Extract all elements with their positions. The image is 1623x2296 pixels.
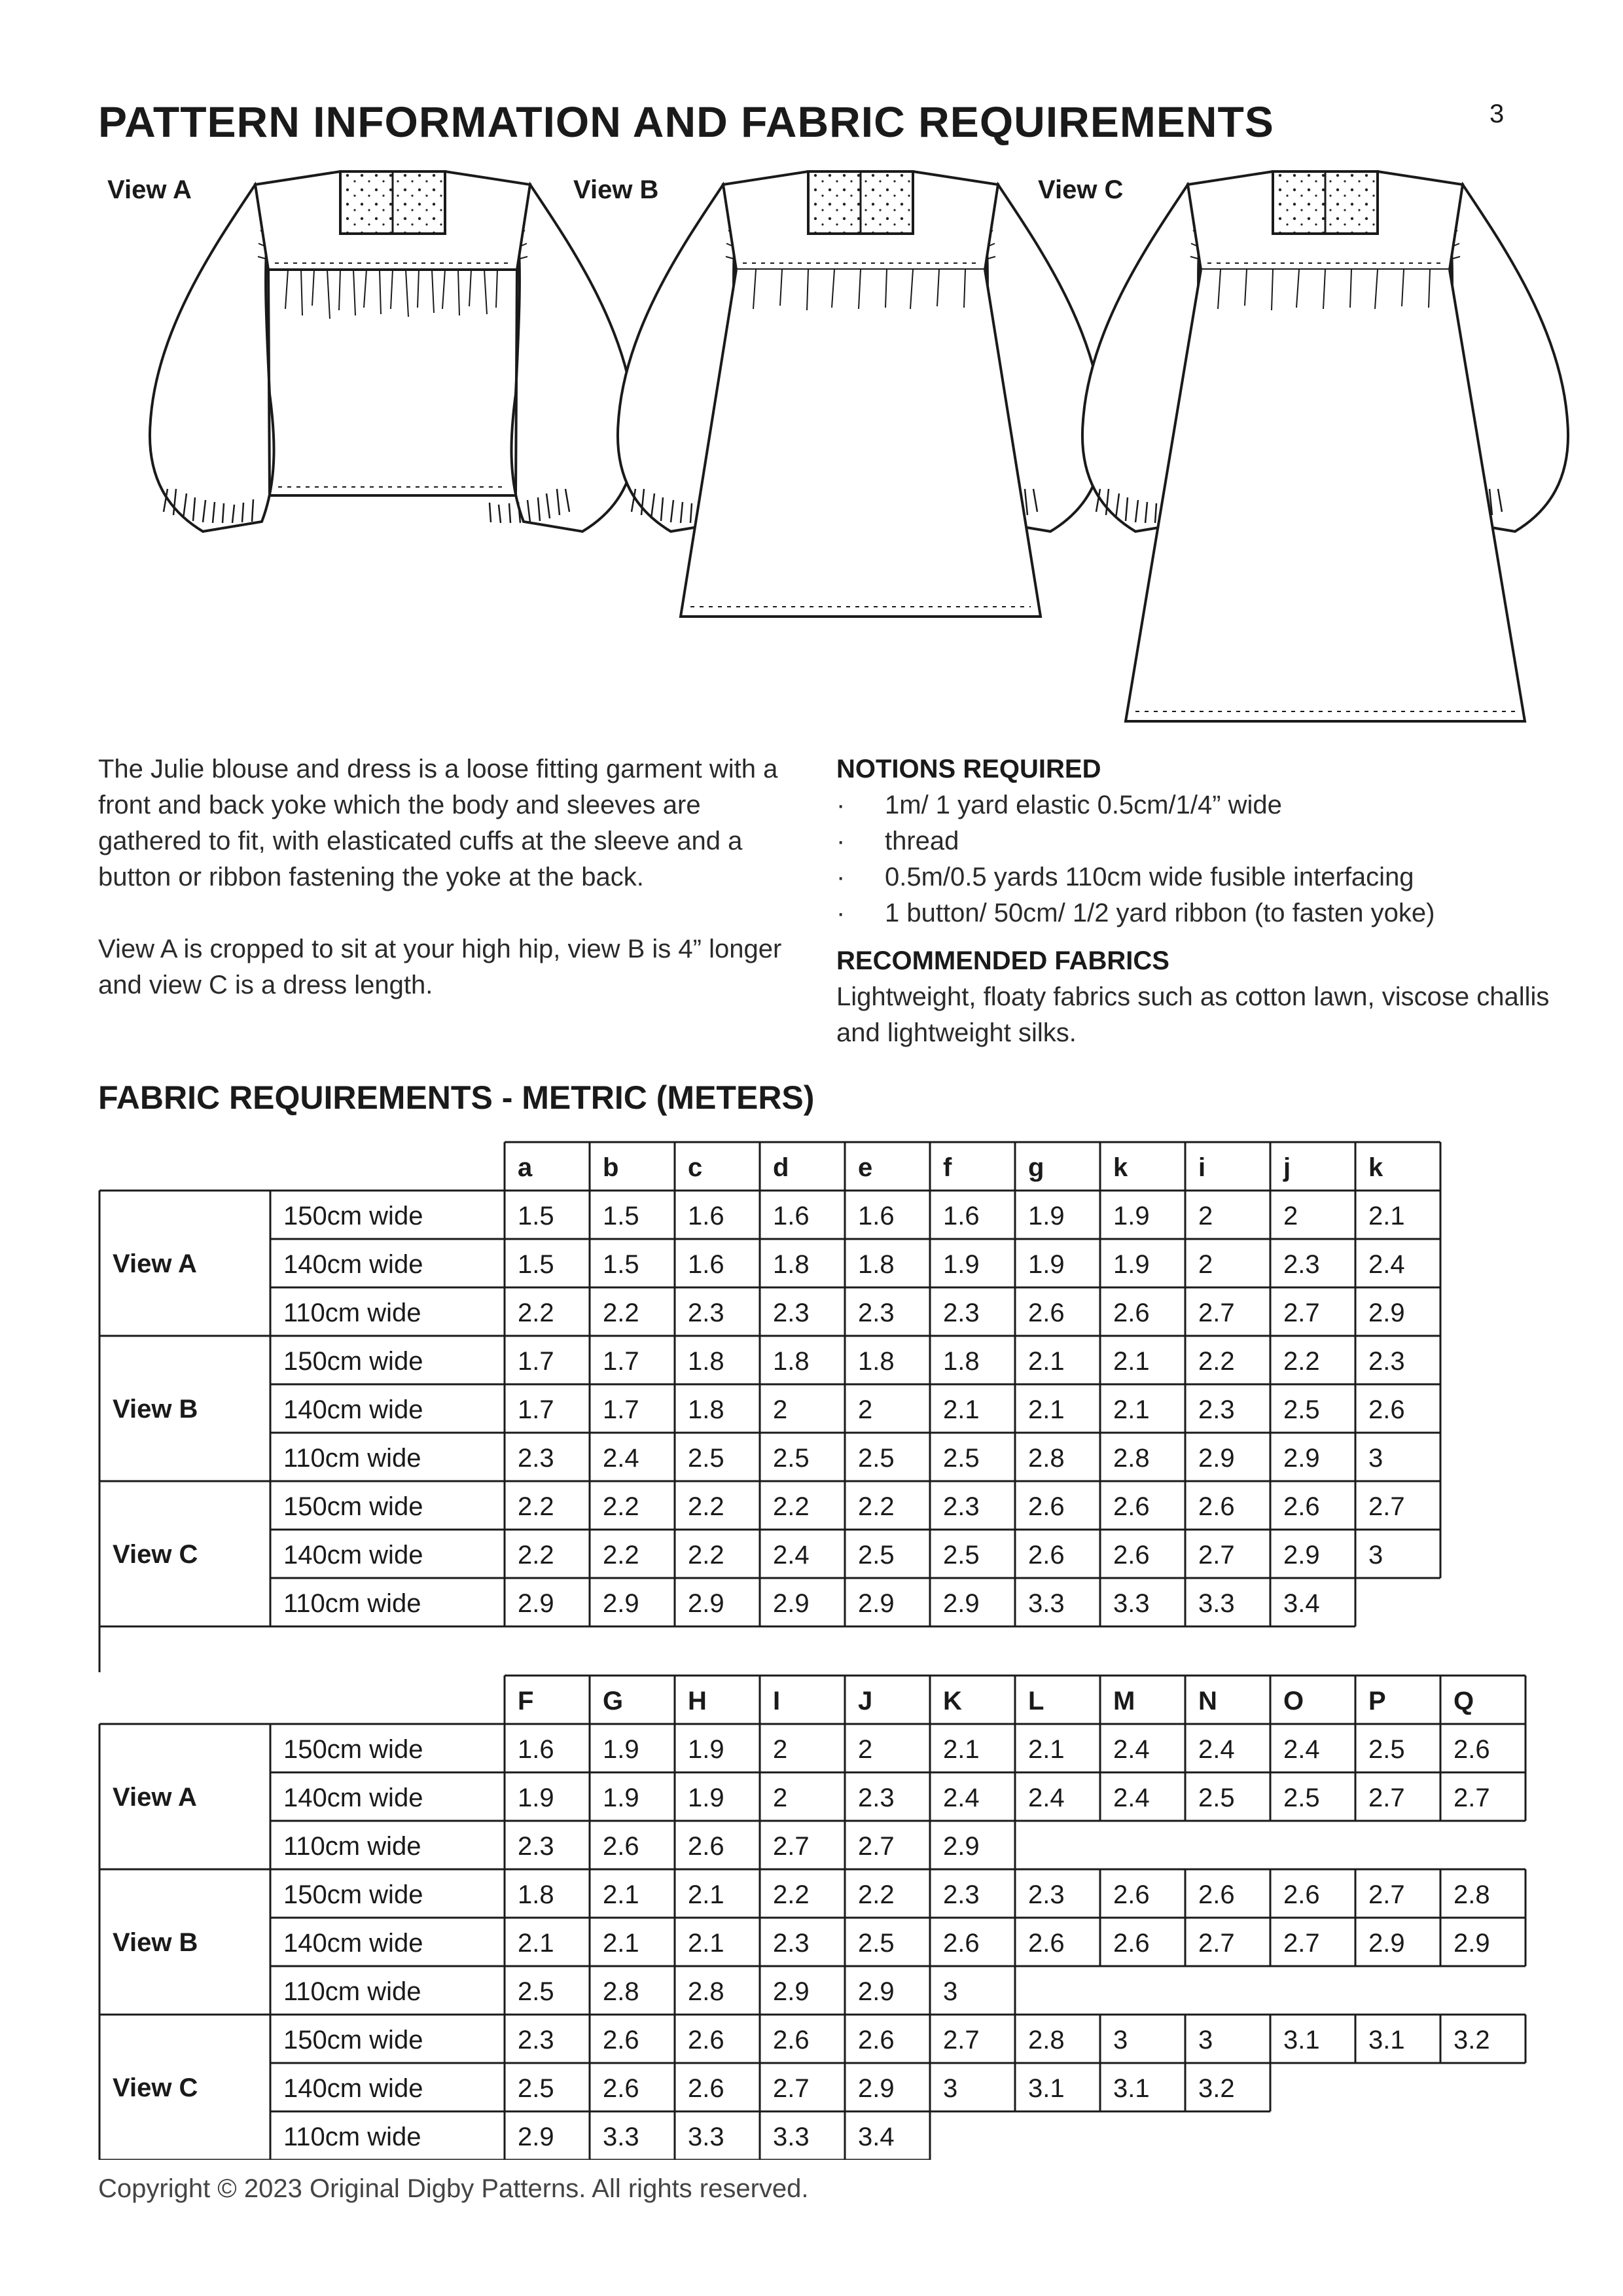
- table-cell: 2.1: [1028, 1347, 1065, 1376]
- table-cell: 2.4: [1368, 1250, 1405, 1279]
- table-cell: 1.8: [858, 1250, 895, 1279]
- size-header: L: [1028, 1687, 1044, 1715]
- table-cell: 2.6: [858, 2026, 895, 2054]
- table-cell: 2.9: [1198, 1444, 1235, 1473]
- table-cell: 2.3: [773, 1299, 810, 1327]
- table-cell: 3: [1368, 1541, 1383, 1570]
- table-cell: 2.7: [1368, 1784, 1405, 1812]
- table-cell: 2.3: [943, 1492, 980, 1521]
- table-cell: 2.8: [1113, 1444, 1150, 1473]
- table-cell: 2.6: [1028, 1541, 1065, 1570]
- size-header: c: [688, 1153, 703, 1182]
- list-item: · thread: [836, 823, 1556, 859]
- table-cell: 2.1: [1113, 1395, 1150, 1424]
- table-cell: 2.5: [858, 1541, 895, 1570]
- table-cell: 2.9: [1368, 1299, 1405, 1327]
- table-cell: 2.2: [773, 1492, 810, 1521]
- table-cell: 2.6: [1113, 1492, 1150, 1521]
- table-cell: 3: [1113, 2026, 1128, 2054]
- table-cell: 3.3: [773, 2123, 810, 2151]
- table-cell: 2: [1198, 1202, 1213, 1230]
- table-cell: 2.2: [1283, 1347, 1320, 1376]
- table-cell: 2.6: [1113, 1299, 1150, 1327]
- table-cell: 2.7: [1368, 1880, 1405, 1909]
- table-cell: 1.8: [518, 1880, 554, 1909]
- table-cell: 2.5: [688, 1444, 724, 1473]
- table-cell: 2.4: [1198, 1735, 1235, 1764]
- table-cell: 2.6: [1368, 1395, 1405, 1424]
- table-cell: 2.8: [1028, 1444, 1065, 1473]
- table-cell: 1.8: [773, 1250, 810, 1279]
- table-cell: 2.3: [858, 1784, 895, 1812]
- table-cell: 2.6: [1113, 1880, 1150, 1909]
- table-cell: 3: [1368, 1444, 1383, 1473]
- fabrics-heading: RECOMMENDED FABRICS: [836, 946, 1169, 975]
- table-cell: 2.5: [943, 1444, 980, 1473]
- table-cell: 1.8: [688, 1347, 724, 1376]
- table-cell: 3.1: [1113, 2074, 1150, 2103]
- table-cell: 2.6: [1454, 1735, 1490, 1764]
- table-cell: 2.1: [943, 1735, 980, 1764]
- table-cell: 3.3: [603, 2123, 639, 2151]
- table-cell: 2.9: [858, 1977, 895, 2006]
- table-cell: 2.2: [518, 1492, 554, 1521]
- table-cell: 1.9: [518, 1784, 554, 1812]
- table-cell: 2.4: [773, 1541, 810, 1570]
- list-item: · 1m/ 1 yard elastic 0.5cm/1/4” wide: [836, 787, 1556, 823]
- width-label: 150cm wide: [283, 2026, 423, 2054]
- table-cell: 2.3: [518, 2026, 554, 2054]
- fabrics-text: Lightweight, floaty fabrics such as cotton lawn, viscose challis and lightweight silks.: [836, 982, 1550, 1047]
- table-cell: 2.4: [1113, 1784, 1150, 1812]
- table-cell: 2.2: [773, 1880, 810, 1909]
- view-label-cell: View B: [113, 1395, 198, 1424]
- table-cell: 2: [858, 1735, 873, 1764]
- table-cell: 1.9: [943, 1250, 980, 1279]
- table-cell: 1.5: [603, 1202, 639, 1230]
- size-header: N: [1198, 1687, 1217, 1715]
- table-cell: 1.6: [688, 1250, 724, 1279]
- table-cell: 2.1: [1368, 1202, 1405, 1230]
- table-cell: 2.9: [1454, 1929, 1490, 1958]
- table-cell: 2.1: [603, 1880, 639, 1909]
- table-cell: 3.4: [858, 2123, 895, 2151]
- table-cell: 1.8: [858, 1347, 895, 1376]
- table-cell: 2.3: [1368, 1347, 1405, 1376]
- table-cell: 2.9: [943, 1832, 980, 1861]
- table-cell: 2.6: [1028, 1299, 1065, 1327]
- size-header: F: [518, 1687, 534, 1715]
- view-label-cell: View C: [113, 1540, 198, 1569]
- table-cell: 2.5: [943, 1541, 980, 1570]
- size-header: G: [603, 1687, 624, 1715]
- table-cell: 2.4: [1113, 1735, 1150, 1764]
- table-cell: 1.8: [688, 1395, 724, 1424]
- size-header: a: [518, 1153, 533, 1182]
- table-cell: 2.8: [688, 1977, 724, 2006]
- width-label: 150cm wide: [283, 1735, 423, 1764]
- table-cell: 2.7: [1454, 1784, 1490, 1812]
- table-cell: 2.5: [1368, 1735, 1405, 1764]
- table-cell: 2.6: [688, 1832, 724, 1861]
- table-cell: 1.6: [858, 1202, 895, 1230]
- table-cell: 1.7: [518, 1395, 554, 1424]
- table-cell: 2.1: [1028, 1395, 1065, 1424]
- table-cell: 2.6: [773, 2026, 810, 2054]
- width-label: 140cm wide: [283, 1541, 423, 1570]
- table-cell: 2.1: [1028, 1735, 1065, 1764]
- table-cell: 2: [858, 1395, 873, 1424]
- table-cell: 1.7: [603, 1395, 639, 1424]
- table-cell: 2.4: [603, 1444, 639, 1473]
- table-cell: 1.9: [603, 1735, 639, 1764]
- table-cell: 2: [773, 1395, 788, 1424]
- width-label: 110cm wide: [283, 1589, 421, 1618]
- table-cell: 1.6: [518, 1735, 554, 1764]
- list-item: · 0.5m/0.5 yards 110cm wide fusible interfacing: [836, 859, 1556, 895]
- table-cell: 2.7: [858, 1832, 895, 1861]
- table-cell: 2.9: [688, 1589, 724, 1618]
- width-label: 110cm wide: [283, 1832, 421, 1861]
- table-cell: 2.2: [858, 1492, 895, 1521]
- table-cell: 2.4: [943, 1784, 980, 1812]
- table-cell: 2.5: [518, 1977, 554, 2006]
- table-cell: 2.2: [688, 1541, 724, 1570]
- table-cell: 2.6: [1283, 1880, 1320, 1909]
- table-cell: 3.3: [688, 2123, 724, 2151]
- table-cell: 2.5: [518, 2074, 554, 2103]
- table-cell: 2.6: [1028, 1492, 1065, 1521]
- width-label: 140cm wide: [283, 1395, 423, 1424]
- fabric-requirements-title: FABRIC REQUIREMENTS - METRIC (METERS): [98, 1079, 815, 1116]
- table-cell: 1.9: [688, 1735, 724, 1764]
- table-cell: 2.1: [603, 1929, 639, 1958]
- table-cell: 2.7: [773, 1832, 810, 1861]
- table-cell: 2.2: [603, 1492, 639, 1521]
- view-c-label: View C: [1038, 175, 1124, 204]
- table-cell: 2.9: [773, 1977, 810, 2006]
- page-number: 3: [1489, 99, 1505, 128]
- size-header: k: [1113, 1153, 1128, 1182]
- table-cell: 2.9: [518, 1589, 554, 1618]
- table-cell: 2.5: [858, 1444, 895, 1473]
- table-cell: 2.3: [518, 1832, 554, 1861]
- view-label-cell: View A: [113, 1783, 197, 1812]
- table-cell: 3.1: [1283, 2026, 1320, 2054]
- table-cell: 2.7: [1198, 1541, 1235, 1570]
- table-cell: 1.9: [1028, 1250, 1065, 1279]
- table-cell: 2.5: [858, 1929, 895, 1958]
- table-cell: 2.9: [858, 1589, 895, 1618]
- table-cell: 2.1: [1113, 1347, 1150, 1376]
- size-header: I: [773, 1687, 781, 1715]
- table-cell: 2.2: [603, 1299, 639, 1327]
- width-label: 110cm wide: [283, 2123, 421, 2151]
- table-cell: 1.6: [773, 1202, 810, 1230]
- table-cell: 1.9: [688, 1784, 724, 1812]
- width-label: 110cm wide: [283, 1444, 421, 1473]
- table-cell: 2.1: [518, 1929, 554, 1958]
- table-cell: 2.2: [518, 1299, 554, 1327]
- table-cell: 2.9: [773, 1589, 810, 1618]
- table-cell: 2.3: [858, 1299, 895, 1327]
- table-cell: 3.2: [1454, 2026, 1490, 2054]
- table-cell: 2.3: [688, 1299, 724, 1327]
- table-cell: 2.9: [1283, 1541, 1320, 1570]
- description-paragraph: The Julie blouse and dress is a loose fitting garment with a front and back yoke which the body and sleeves are gathered to fit, with elasticated cuffs at the sleeve and a button or ribbon fastening the yoke at the back.: [98, 755, 778, 891]
- table-cell: 2.6: [688, 2026, 724, 2054]
- size-header: d: [773, 1153, 789, 1182]
- table-cell: 2.3: [943, 1299, 980, 1327]
- copyright: Copyright © 2023 Original Digby Patterns. All rights reserved.: [98, 2174, 809, 2203]
- table-cell: 2: [1283, 1202, 1298, 1230]
- table-cell: 2.6: [1113, 1541, 1150, 1570]
- table-cell: 2.1: [688, 1929, 724, 1958]
- table-cell: 2.3: [1198, 1395, 1235, 1424]
- table-cell: 1.9: [1113, 1250, 1150, 1279]
- table-cell: 2: [773, 1784, 788, 1812]
- size-header: J: [858, 1687, 873, 1715]
- view-b-label: View B: [573, 175, 659, 204]
- width-label: 110cm wide: [283, 1299, 421, 1327]
- table-cell: 2.1: [688, 1880, 724, 1909]
- table-cell: 2.4: [1283, 1735, 1320, 1764]
- table-cell: 3.1: [1368, 2026, 1405, 2054]
- size-header: k: [1368, 1153, 1383, 1182]
- size-header: K: [943, 1687, 962, 1715]
- table-cell: 2.6: [603, 2026, 639, 2054]
- size-header: i: [1198, 1153, 1206, 1182]
- table-cell: 1.6: [688, 1202, 724, 1230]
- table-cell: 3: [943, 2074, 958, 2103]
- table-cell: 2.1: [943, 1395, 980, 1424]
- table-cell: 2.3: [1028, 1880, 1065, 1909]
- table-cell: 2.6: [1113, 1929, 1150, 1958]
- table-cell: 2.6: [1283, 1492, 1320, 1521]
- table-cell: 2.8: [603, 1977, 639, 2006]
- table-cell: 2: [1198, 1250, 1213, 1279]
- table-cell: 2.5: [1198, 1784, 1235, 1812]
- table-cell: 2.4: [1028, 1784, 1065, 1812]
- size-header: Q: [1454, 1687, 1474, 1715]
- table-cell: 3: [1198, 2026, 1213, 2054]
- table-cell: 2.6: [1198, 1880, 1235, 1909]
- table-cell: 2.6: [603, 1832, 639, 1861]
- table-cell: 1.6: [943, 1202, 980, 1230]
- table-cell: 2.5: [773, 1444, 810, 1473]
- table-cell: 1.5: [518, 1202, 554, 1230]
- table-cell: 3.3: [1113, 1589, 1150, 1618]
- table-cell: 2.3: [1283, 1250, 1320, 1279]
- table-cell: 2.5: [1283, 1784, 1320, 1812]
- table-cell: 3.2: [1198, 2074, 1235, 2103]
- table-cell: 2.6: [603, 2074, 639, 2103]
- width-label: 150cm wide: [283, 1880, 423, 1909]
- table-cell: 2.6: [1198, 1492, 1235, 1521]
- table-cell: 1.9: [603, 1784, 639, 1812]
- width-label: 140cm wide: [283, 1250, 423, 1279]
- table-cell: 2: [773, 1735, 788, 1764]
- table-cell: 2.6: [688, 2074, 724, 2103]
- table-cell: 2.7: [1198, 1299, 1235, 1327]
- table-cell: 2.9: [1368, 1929, 1405, 1958]
- width-label: 150cm wide: [283, 1202, 423, 1230]
- size-header: g: [1028, 1153, 1044, 1182]
- size-header: b: [603, 1153, 619, 1182]
- table-cell: 2.5: [1283, 1395, 1320, 1424]
- table-cell: 2.7: [773, 2074, 810, 2103]
- table-cell: 2.9: [603, 1589, 639, 1618]
- description-paragraph: View A is cropped to sit at your high hip, view B is 4” longer and view C is a dress length.: [98, 935, 782, 999]
- table-cell: 2.9: [1283, 1444, 1320, 1473]
- view-a-label: View A: [107, 175, 192, 204]
- table-cell: 1.5: [518, 1250, 554, 1279]
- table-cell: 1.7: [603, 1347, 639, 1376]
- width-label: 150cm wide: [283, 1347, 423, 1376]
- list-item: · 1 button/ 50cm/ 1/2 yard ribbon (to fasten yoke): [836, 895, 1556, 931]
- width-label: 140cm wide: [283, 1929, 423, 1958]
- size-header: H: [688, 1687, 707, 1715]
- view-label-cell: View C: [113, 2073, 198, 2102]
- size-header: j: [1283, 1153, 1291, 1182]
- table-cell: 2.7: [1283, 1929, 1320, 1958]
- table-cell: 1.9: [1113, 1202, 1150, 1230]
- table-cell: 1.5: [603, 1250, 639, 1279]
- table-cell: 2.2: [518, 1541, 554, 1570]
- table-cell: 1.8: [773, 1347, 810, 1376]
- table-cell: 3: [943, 1977, 958, 2006]
- table-cell: 2.3: [773, 1929, 810, 1958]
- table-cell: 2.2: [688, 1492, 724, 1521]
- table-cell: 2.8: [1454, 1880, 1490, 1909]
- table-cell: 1.7: [518, 1347, 554, 1376]
- table-cell: 2.6: [943, 1929, 980, 1958]
- table-cell: 1.9: [1028, 1202, 1065, 1230]
- view-label-cell: View B: [113, 1928, 198, 1957]
- width-label: 140cm wide: [283, 1784, 423, 1812]
- table-cell: 2.2: [1198, 1347, 1235, 1376]
- width-label: 150cm wide: [283, 1492, 423, 1521]
- table-cell: 2.7: [1368, 1492, 1405, 1521]
- table-cell: 2.9: [858, 2074, 895, 2103]
- table-cell: 1.8: [943, 1347, 980, 1376]
- table-cell: 2.2: [858, 1880, 895, 1909]
- size-header: M: [1113, 1687, 1135, 1715]
- page-title: PATTERN INFORMATION AND FABRIC REQUIREMENTS: [98, 98, 1274, 146]
- table-cell: 2.7: [1283, 1299, 1320, 1327]
- table-cell: 3.3: [1028, 1589, 1065, 1618]
- size-header: P: [1368, 1687, 1386, 1715]
- size-header: e: [858, 1153, 873, 1182]
- table-cell: 2.9: [518, 2123, 554, 2151]
- table-cell: 2.8: [1028, 2026, 1065, 2054]
- table-cell: 2.3: [518, 1444, 554, 1473]
- table-cell: 3.4: [1283, 1589, 1320, 1618]
- view-label-cell: View A: [113, 1249, 197, 1278]
- size-header: f: [943, 1153, 952, 1182]
- notions-heading: NOTIONS REQUIRED: [836, 755, 1101, 783]
- size-header: O: [1283, 1687, 1304, 1715]
- table-cell: 2.7: [943, 2026, 980, 2054]
- table-cell: 3.1: [1028, 2074, 1065, 2103]
- table-cell: 2.9: [943, 1589, 980, 1618]
- table-cell: 3.3: [1198, 1589, 1235, 1618]
- table-cell: 2.3: [943, 1880, 980, 1909]
- table-cell: 2.2: [603, 1541, 639, 1570]
- table-cell: 2.6: [1028, 1929, 1065, 1958]
- table-cell: 2.7: [1198, 1929, 1235, 1958]
- width-label: 110cm wide: [283, 1977, 421, 2006]
- width-label: 140cm wide: [283, 2074, 423, 2103]
